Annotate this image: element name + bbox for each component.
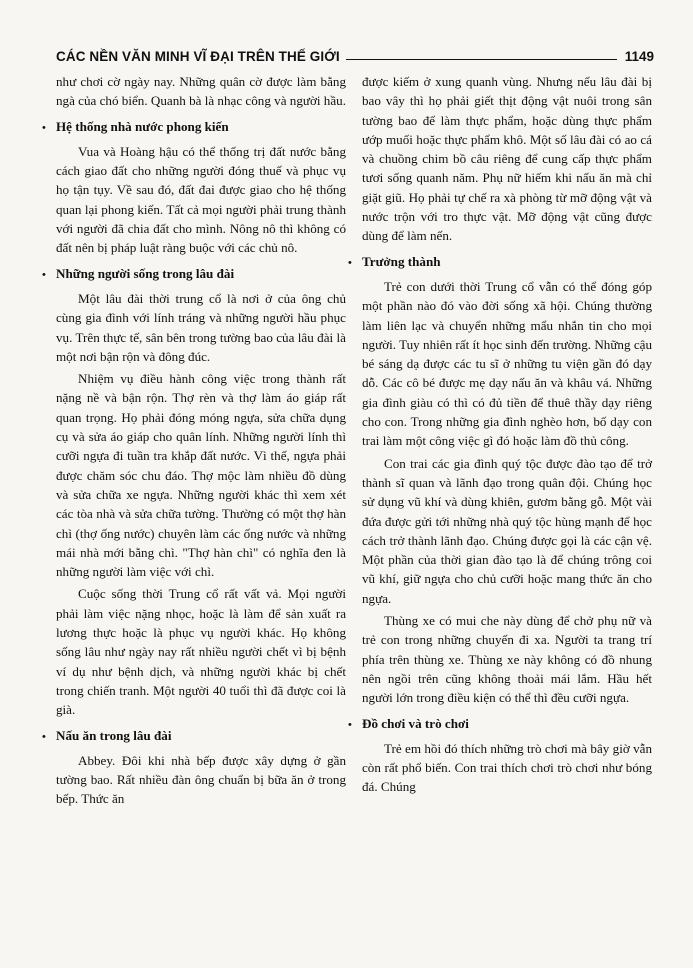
left-column: [42, 72, 346, 809]
paragraph-growing-2: Con trai các gia đình quý tộc được đào tạo để trở thành sĩ quan và lãnh đạo trong quân đội. Chúng học sử dụng vũ khí và dùng khiên, gươm bằng gỗ. Một vài đứa được gửi tới những nhà quý tộc hùng mạnh để học cách trở thành lãnh đạo. Chúng được gọi là các cận vệ. Một phần của thời gian đào tạo là để chúng trông coi vũ khí, giữ ngựa cho chủ cưỡi hoặc mang thức ăn cho ngựa.: [362, 455, 652, 606]
section-heading-growing-up: [348, 252, 652, 273]
section-heading-toys: [348, 714, 652, 735]
page-number: 1149: [624, 49, 654, 64]
bullet-icon: •: [348, 256, 352, 269]
running-header: [56, 38, 654, 64]
paragraph-intro: như chơi cờ ngày nay. Những quân cờ được làm bằng ngà của chó biển. Quanh bà là nhạc công và người hầu.: [56, 74, 346, 109]
heading-text: Hệ thống nhà nước phong kiến: [56, 118, 229, 134]
paragraph-castle-2: Nhiệm vụ điều hành công việc trong thành rất nặng nề và bận rộn. Thợ rèn và thợ làm áo giáp rất quan trọng. Họ phải đóng móng ngựa, sửa chữa dụng cụ và sửa áo giáp cho quân lính. Những người lính thì cưỡi ngựa đi tuần tra khắp đất nước. Vì thế, ngựa phải được chăm sóc chu đáo. Thợ mộc làm nhiều đồ dùng và sửa chữa xe ngựa. Những người khác thì xem xét các tòa nhà và sửa chữa tường. Thường có một thợ hàn chì (thợ ống nước) chuyên làm các ống nước và những mái nhà mới bằng chì. "Thợ hàn chì" có nghĩa đen là những người làm việc với chì.: [56, 371, 346, 580]
heading-text: Nấu ăn trong lâu đài: [56, 727, 172, 743]
paragraph-feudal: Vua và Hoàng hậu có thể thống trị đất nước bằng cách giao đất cho những người đóng thuế và phục vụ họ tận tụy. Về sau đó, đất đai được giao cho hệ thống quan lại phong kiến. Tất cả mọi người phải trung thành với người đã chia đất cho mình. Nông nô thì không có đất nên bị pháp luật ràng buộc với các chủ nô.: [56, 143, 346, 256]
paragraph-food: được kiếm ở xung quanh vùng. Nhưng nếu lâu đài bị bao vây thì họ phải giết thịt động vật nuôi trong sân tường bao để làm thực phẩm, hoặc dùng thực phẩm ướp muối hoặc thực phẩm khô. Một số lâu đài có ao cá và chuồng chim bồ câu riêng để cung cấp thực phẩm tươi sống quanh năm. Phụ nữ hiếm khi nấu ăn mà chỉ giặt giũ. Họ phải tự chế ra xà phòng từ mỡ động vật và nước trộn với tro thực vật. Mỡ động vật cũng được dùng để làm nến.: [362, 74, 652, 244]
paragraph-castle-1: Một lâu đài thời trung cổ là nơi ở của ông chủ cùng gia đình với lính tráng và những người hầu phục vụ. Trên thực tế, sân bên trong tường bao của lâu đài là một nơi bận rộn và đông đúc.: [56, 290, 346, 364]
paragraph-growing-1: Trẻ con dưới thời Trung cổ vẫn có thể đóng góp một phần nào đó vào đời sống xã hội. Chúng thường làm liên lạc và chuyển những mẩu nhắn tin cho mọi người. Tuy nhiên rất ít học sinh đến trường. Những cậu bé sáng dạ được các tu sĩ ở những tu viện gần đó dạy dỗ. Các cô bé được mẹ dạy nấu ăn và khâu vá. Những gia đình giàu có thì có đủ tiền để thuê thầy dạy riêng cho con. Trong những gia đình nghèo hơn, bố dạy con trai làm một công việc gì đó hoặc làm đồ thủ công.: [362, 278, 652, 449]
heading-text: Những người sống trong lâu đài: [56, 265, 235, 281]
section-heading-castle: [42, 264, 346, 285]
heading-text: Trưởng thành: [362, 253, 441, 269]
paragraph-cooking: Abbey. Đôi khi nhà bếp được xây dựng ở gần tường bao. Rất nhiều đàn ông chuẩn bị bữa ăn ở trong bếp. Thức ăn: [56, 752, 346, 807]
paragraph-castle-3: Cuộc sống thời Trung cổ rất vất vả. Mọi người phải làm việc nặng nhọc, hoặc là làm để sản xuất ra lương thực hoặc là phục vụ người khác. Họ không sống lâu như ngày nay rất nhiều người chết vì bị bệnh ví dụ như bệnh dịch, và những người khác bị chết trong chiến tranh. Một người 40 tuổi thì đã được coi là già.: [56, 586, 346, 718]
bullet-icon: •: [42, 121, 46, 134]
section-heading-feudal: [42, 117, 346, 138]
chapter-title: CÁC NỀN VĂN MINH VĨ ĐẠI TRÊN THẾ GIỚI: [56, 49, 340, 64]
bullet-icon: •: [348, 718, 352, 731]
header-rule: [346, 59, 617, 60]
right-column: [348, 72, 652, 797]
section-heading-cooking: [42, 726, 346, 747]
paragraph-toys: Trẻ em hồi đó thích những trò chơi mà bây giờ vẫn còn rất phổ biến. Con trai thích chơi trò chơi như bóng đá. Chúng: [362, 740, 652, 795]
heading-text: Đồ chơi và trò chơi: [362, 715, 469, 731]
bullet-icon: •: [42, 268, 46, 281]
paragraph-growing-3: Thùng xe có mui che này dùng để chở phụ nữ và trẻ con trong những chuyến đi xa. Người ta trang trí phía trên thùng xe. Thùng xe này không có đồ nhung nên ngồi trên cũng không thoải mái lắm. Hầu hết người lớn trong điều kiện có thể thì đều cưỡi ngựa.: [362, 613, 652, 706]
bullet-icon: •: [42, 730, 46, 743]
